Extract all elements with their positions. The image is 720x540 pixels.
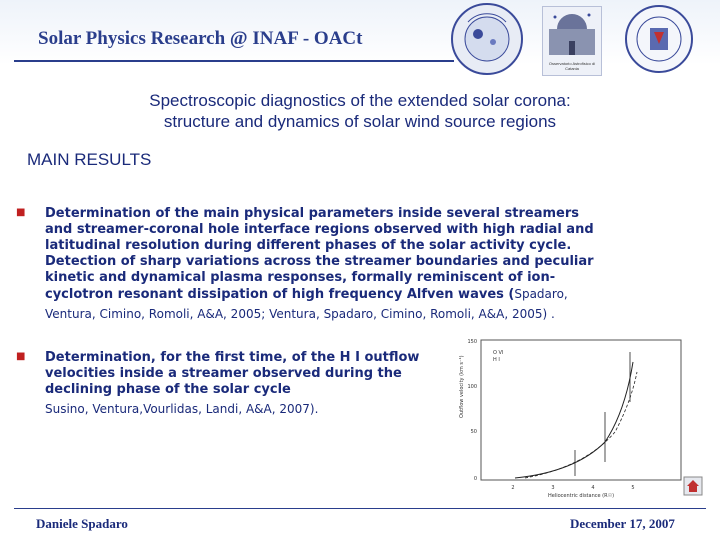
result-1-line: and streamer-coronal hole interface regions observed with high radial and	[45, 222, 594, 237]
university-seal-icon	[624, 4, 694, 74]
result-1-line: Determination of the main physical parameters inside several streamers	[45, 206, 579, 221]
result-1-last: cyclotron resonant dissipation of high frequency Alfven waves (	[45, 287, 515, 302]
result-2-ref: Susino, Ventura,Vourlidas, Landi, A&A, 2007).	[45, 402, 319, 416]
plot-ytick: 0	[473, 476, 477, 482]
plot-ytick: 50	[470, 429, 477, 435]
header-divider	[14, 60, 454, 62]
footer-divider	[14, 508, 706, 509]
result-2	[45, 350, 465, 417]
result-2-line: declining phase of the solar cycle	[45, 382, 291, 397]
plot-xtick: 5	[631, 485, 635, 491]
main-title-line2: structure and dynamics of solar wind source regions	[163, 112, 557, 131]
plot-xtick: 3	[551, 485, 555, 491]
bullet-square-icon: ■	[16, 351, 26, 362]
section-heading: MAIN RESULTS	[27, 150, 152, 169]
result-1-ref-start: Spadaro,	[514, 287, 568, 301]
plot-xtick: 2	[511, 485, 515, 491]
plot-xtick: 4	[591, 485, 595, 491]
result-1-line: kinetic and dynamical plasma responses, formally reminiscent of ion-	[45, 270, 556, 285]
plot-ytick: 100	[467, 384, 477, 390]
result-1-ref: Ventura, Cimino, Romoli, A&A, 2005; Ventura, Spadaro, Cimino, Romoli, A&A, 2005) .	[45, 307, 555, 321]
home-nav-icon[interactable]	[683, 476, 703, 496]
result-2-line: Determination, for the first time, of the H I outflow	[45, 350, 420, 365]
plot-ytick: 150	[467, 339, 477, 345]
observatory-logo	[542, 6, 602, 76]
result-1-line: Detection of sharp variations across the streamer boundaries and peculiar	[45, 254, 594, 269]
result-1	[45, 206, 685, 322]
plot-legend-ovi: O VI	[493, 350, 504, 356]
bullet-square-icon: ■	[16, 207, 26, 218]
result-1-line	[45, 286, 685, 303]
observatory-building-icon	[543, 7, 601, 57]
main-title-line1: Spectroscopic diagnostics of the extended solar corona:	[149, 91, 571, 110]
result-1-line: latitudinal resolution during different phases of the solar activity cycle.	[45, 238, 572, 253]
inaf-logo-icon	[448, 2, 526, 76]
plot-ylabel: Outflow velocity (km s⁻¹)	[459, 355, 465, 418]
plot-legend-hi: H I	[493, 357, 500, 363]
main-title	[60, 90, 660, 132]
footer-author: Daniele Spadaro	[36, 516, 128, 531]
header-title: Solar Physics Research @ INAF - OACt	[38, 28, 363, 49]
outflow-velocity-plot	[455, 332, 695, 500]
result-2-line: velocities inside a streamer observed during the	[45, 366, 402, 381]
observatory-caption: Osservatorio Astrofisico di Catania	[548, 61, 596, 71]
footer-date: December 17, 2007	[570, 516, 675, 531]
plot-xlabel: Heliocentric distance (R☉)	[547, 493, 615, 499]
